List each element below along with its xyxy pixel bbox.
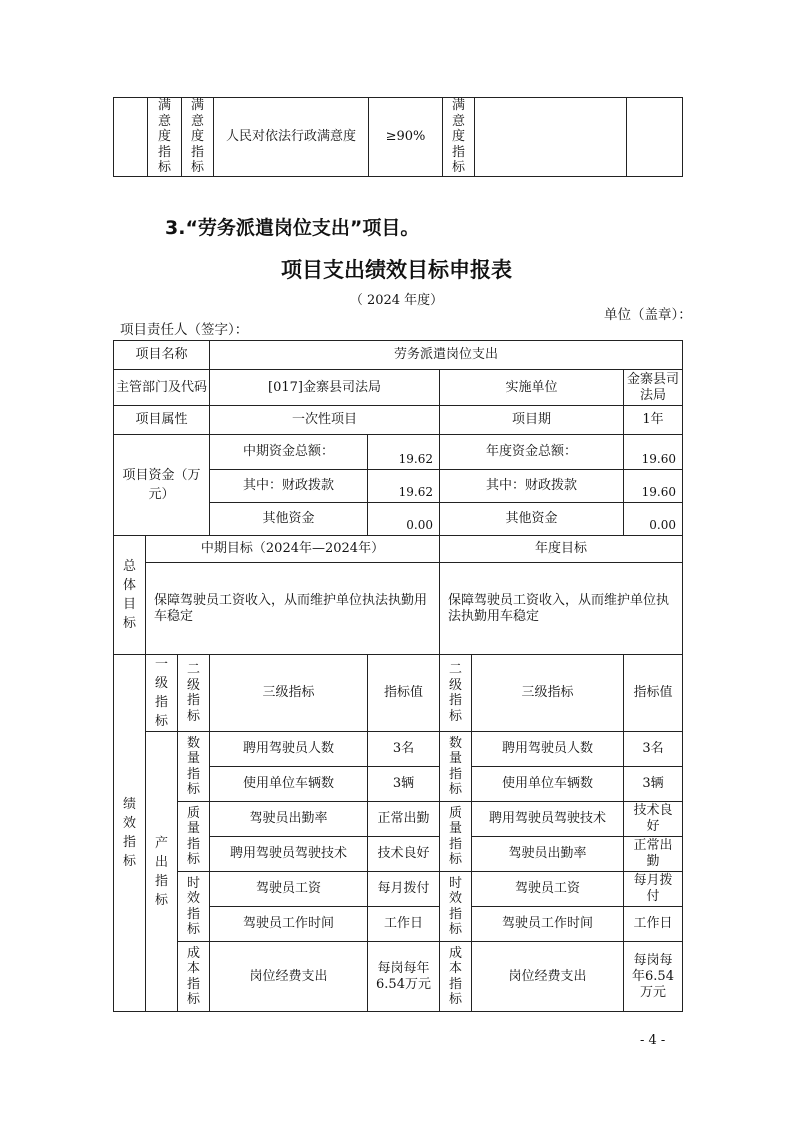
annual-indicator-value: 技术良好 <box>624 802 683 837</box>
mid-fiscal-label: 其中：财政拨款 <box>210 470 368 503</box>
mid-fiscal-value: 19.62 <box>368 470 440 503</box>
annual-indicator: 岗位经费支出 <box>472 942 624 1012</box>
row-attr <box>114 406 683 435</box>
mid-indicator-value: 3辆 <box>368 767 440 802</box>
doc-title: 项目支出绩效目标申报表 <box>281 258 512 282</box>
mid-indicator: 使用单位车辆数 <box>210 767 368 802</box>
group-quality: 质量指标 <box>178 802 210 872</box>
level1-header: 一级指标 <box>146 655 178 732</box>
unit-stamp-label: 单位（盖章）： <box>604 307 692 323</box>
table-row <box>114 802 683 837</box>
row-goals-header <box>114 536 683 563</box>
impl-label: 实施单位 <box>440 370 624 406</box>
top-indicator: 人民对依法行政满意度 <box>214 98 369 177</box>
mid-other-value: 0.00 <box>368 503 440 536</box>
mid-indicator-value: 每月拨付 <box>368 872 440 907</box>
top-cell-1 <box>114 98 148 177</box>
perf-label: 绩效指标 <box>114 655 146 1012</box>
annual-indicator-value: 3名 <box>624 732 683 767</box>
row-funds-total <box>114 435 683 470</box>
annual-other-label: 其他资金 <box>440 503 624 536</box>
performance-table <box>113 340 683 1012</box>
annual-indicator: 聘用驾驶员人数 <box>472 732 624 767</box>
responsible-label: 项目责任人（签字）： <box>120 322 249 338</box>
row-project-name <box>114 341 683 370</box>
dept-value: [017]金寨县司法局 <box>210 370 440 406</box>
top-annual-level2-cell: 满意度指标 <box>443 98 475 177</box>
mid-total-value: 19.62 <box>368 435 440 470</box>
annual-goal-header: 年度目标 <box>440 536 683 563</box>
funds-label: 项目资金（万元） <box>114 435 210 536</box>
group-timeliness: 时效指标 <box>178 872 210 942</box>
dept-label: 主管部门及代码 <box>114 370 210 406</box>
top-level1-cell: 满意度指标 <box>148 98 182 177</box>
top-annual-indicator <box>475 98 627 177</box>
mid-total-label: 中期资金总额： <box>210 435 368 470</box>
group-quantity: 数量指标 <box>178 732 210 802</box>
mid-indicator-value: 每岗每年6.54万元 <box>368 942 440 1012</box>
mid-indicator: 驾驶员出勤率 <box>210 802 368 837</box>
annual-level2-header: 二级指标 <box>440 655 472 732</box>
row-dept <box>114 370 683 406</box>
annual-level3-header: 三级指标 <box>472 655 624 732</box>
annual-value-header: 指标值 <box>624 655 683 732</box>
mid-indicator-value: 正常出勤 <box>368 802 440 837</box>
mid-indicator: 聘用驾驶员人数 <box>210 732 368 767</box>
row-perf-header <box>114 655 683 732</box>
annual-indicator: 驾驶员出勤率 <box>472 837 624 872</box>
mid-indicator: 驾驶员工作时间 <box>210 907 368 942</box>
annual-indicator-value: 工作日 <box>624 907 683 942</box>
mid-indicator: 聘用驾驶员驾驶技术 <box>210 837 368 872</box>
mid-goal-text: 保障驾驶员工资收入，从而维护单位执法执勤用车稳定 <box>146 563 440 655</box>
mid-indicator-value: 3名 <box>368 732 440 767</box>
attr-label: 项目属性 <box>114 406 210 435</box>
annual-group-cost: 成本指标 <box>440 942 472 1012</box>
table-row <box>114 732 683 767</box>
annual-indicator: 聘用驾驶员驾驶技术 <box>472 802 624 837</box>
annual-total-label: 年度资金总额： <box>440 435 624 470</box>
mid-other-label: 其他资金 <box>210 503 368 536</box>
annual-goal-text: 保障驾驶员工资收入，从而维护单位执法执勤用车稳定 <box>440 563 683 655</box>
year-line: （ 2024 年度） <box>349 293 444 308</box>
top-table <box>113 97 683 177</box>
table-row <box>114 872 683 907</box>
impl-value: 金寨县司法局 <box>624 370 683 406</box>
mid-indicator-value: 技术良好 <box>368 837 440 872</box>
annual-other-value: 0.00 <box>624 503 683 536</box>
annual-group-quality: 质量指标 <box>440 802 472 872</box>
level3-header: 三级指标 <box>210 655 368 732</box>
attr-value: 一次性项目 <box>210 406 440 435</box>
annual-fiscal-value: 19.60 <box>624 470 683 503</box>
annual-indicator-value: 每岗每年6.54万元 <box>624 942 683 1012</box>
mid-indicator-value: 工作日 <box>368 907 440 942</box>
annual-fiscal-label: 其中：财政拨款 <box>440 470 624 503</box>
output-label: 产出指标 <box>146 732 178 1012</box>
top-annual-value <box>627 98 683 177</box>
annual-indicator: 驾驶员工资 <box>472 872 624 907</box>
annual-indicator-value: 3辆 <box>624 767 683 802</box>
group-cost: 成本指标 <box>178 942 210 1012</box>
row-goals-text <box>114 563 683 655</box>
value-header: 指标值 <box>368 655 440 732</box>
annual-indicator: 使用单位车辆数 <box>472 767 624 802</box>
goals-label: 总体目标 <box>114 536 146 655</box>
annual-indicator: 驾驶员工作时间 <box>472 907 624 942</box>
annual-indicator-value: 每月拨付 <box>624 872 683 907</box>
top-level2-cell: 满意度指标 <box>182 98 214 177</box>
period-value: 1年 <box>624 406 683 435</box>
annual-group-timeliness: 时效指标 <box>440 872 472 942</box>
project-name-value: 劳务派遣岗位支出 <box>210 341 683 370</box>
annual-total-value: 19.60 <box>624 435 683 470</box>
page-number: - 4 - <box>640 1033 666 1048</box>
mid-indicator: 岗位经费支出 <box>210 942 368 1012</box>
mid-indicator: 驾驶员工资 <box>210 872 368 907</box>
mid-goal-header: 中期目标（2024年—2024年） <box>146 536 440 563</box>
annual-group-quantity: 数量指标 <box>440 732 472 802</box>
period-label: 项目期 <box>440 406 624 435</box>
table-row <box>114 942 683 1012</box>
section-heading: 3.“劳务派遣岗位支出”项目。 <box>165 217 420 239</box>
level2-header: 二级指标 <box>178 655 210 732</box>
annual-indicator-value: 正常出勤 <box>624 837 683 872</box>
top-value: ≥90% <box>369 98 443 177</box>
project-name-label: 项目名称 <box>114 341 210 370</box>
